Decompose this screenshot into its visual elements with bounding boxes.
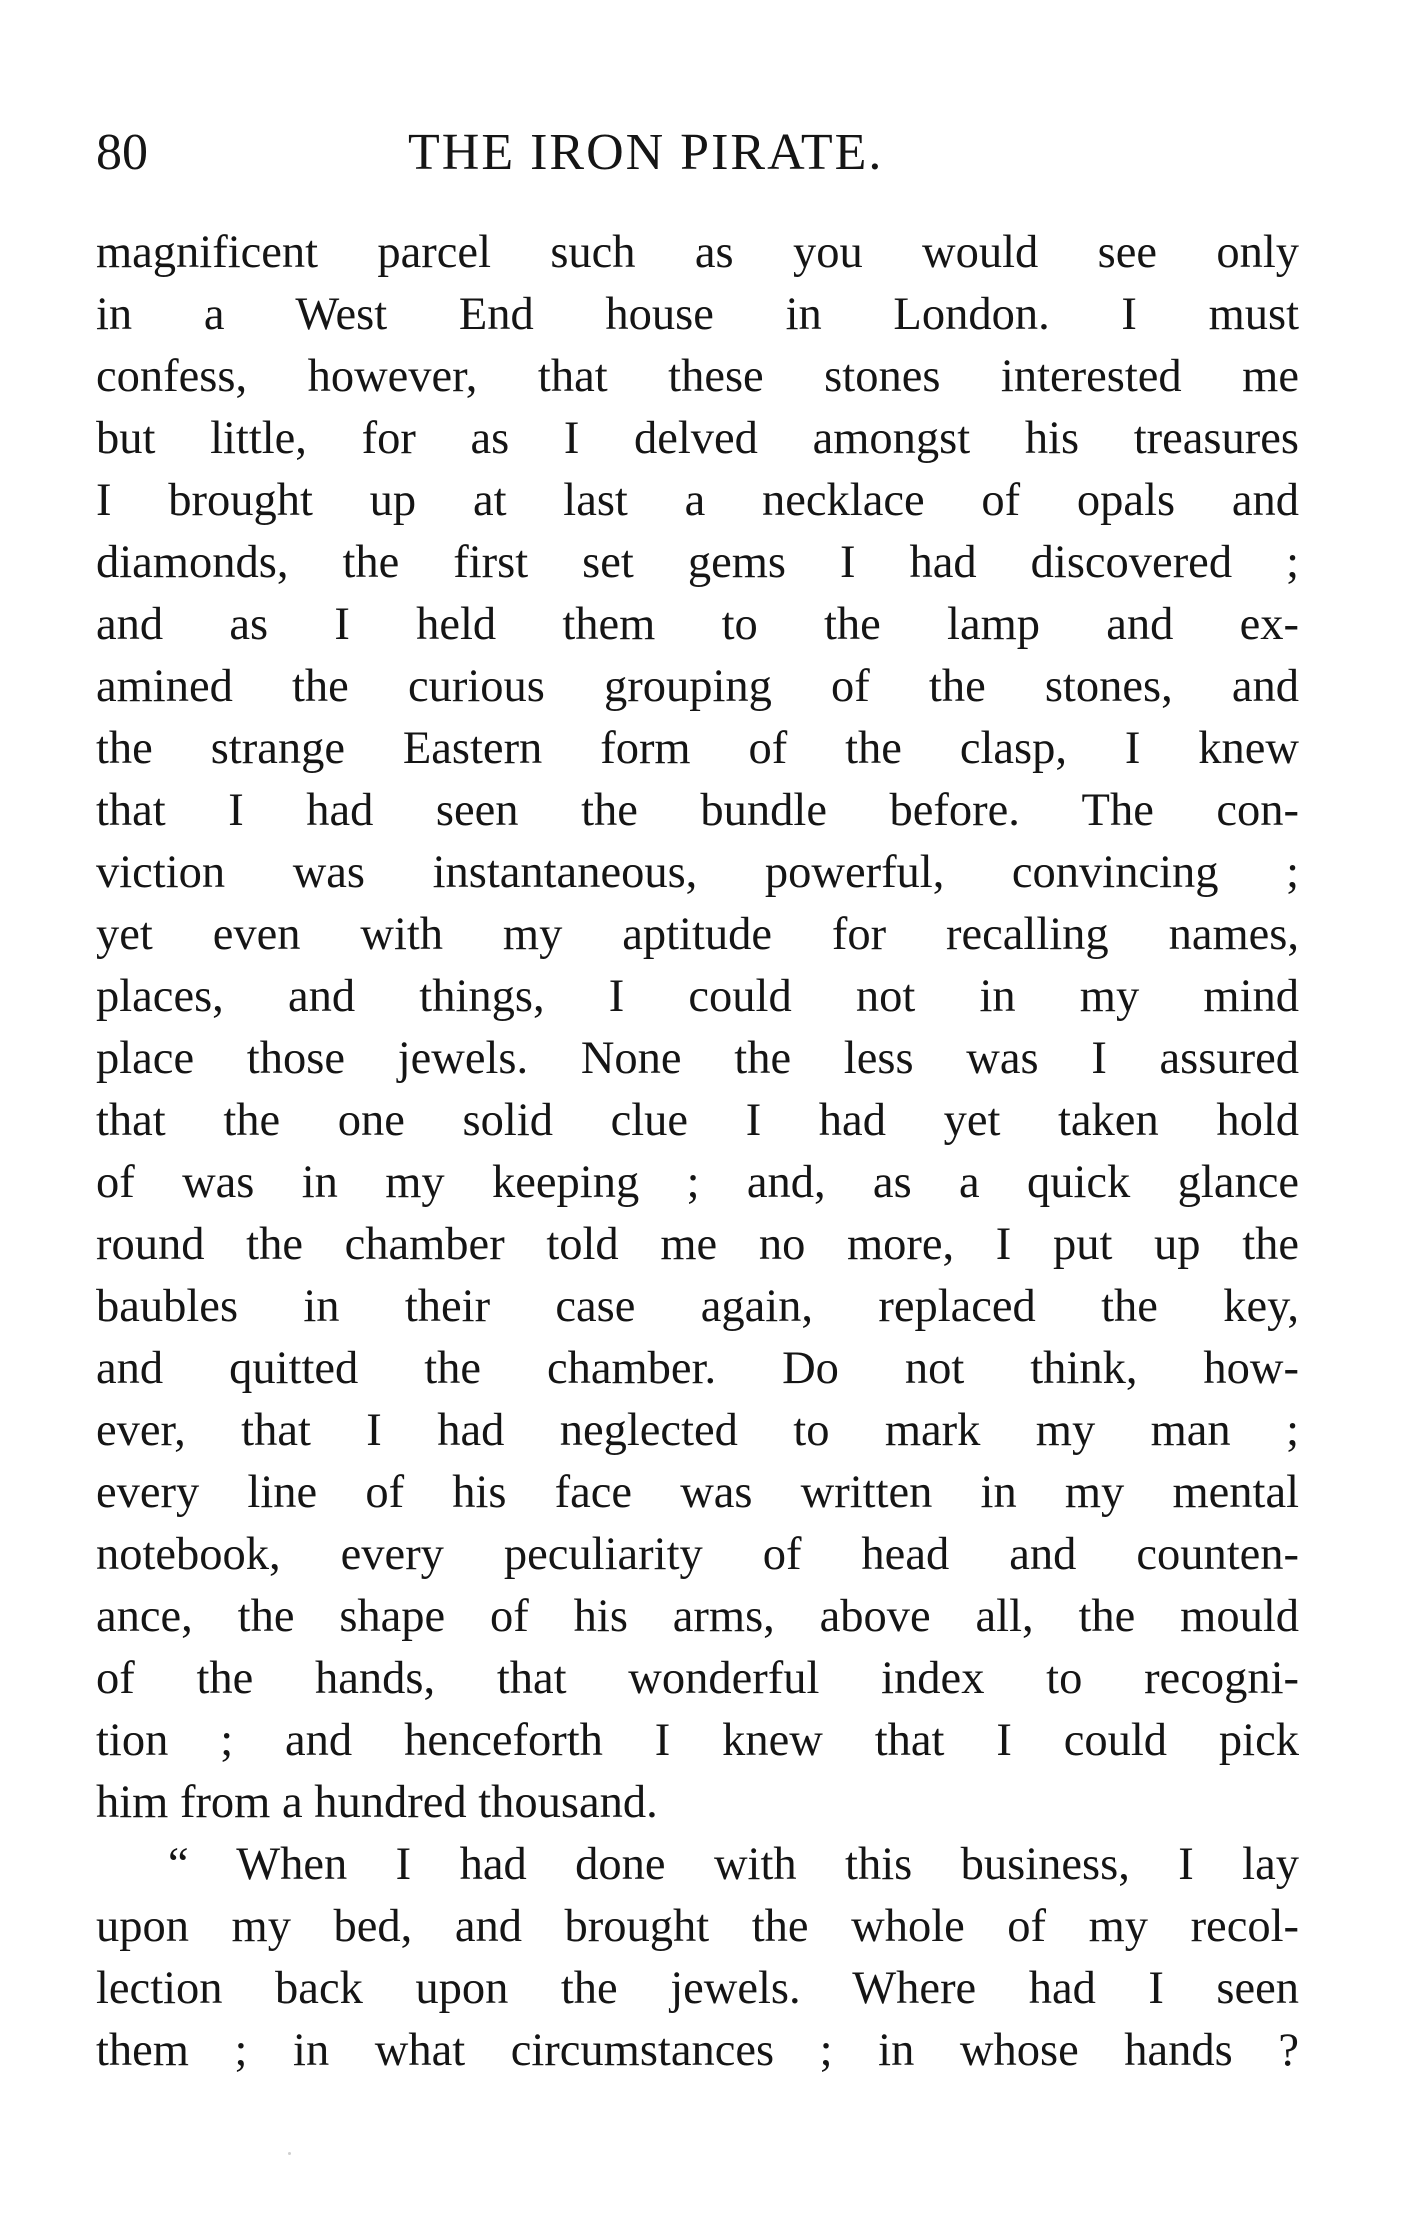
text-line: diamonds, the first set gems I had discovered ; (96, 537, 1299, 588)
text-line: every line of his face was written in my mental (96, 1467, 1299, 1518)
text-line: places, and things, I could not in my mind (96, 971, 1299, 1022)
body-text (96, 222, 1299, 2082)
text-line: ever, that I had neglected to mark my man ; (96, 1405, 1299, 1456)
text-line: “ When I had done with this business, I lay (168, 1839, 1299, 1890)
page-header (96, 118, 1299, 188)
text-line: place those jewels. None the less was I assured (96, 1033, 1299, 1084)
running-title: THE IRON PIRATE. (408, 124, 884, 181)
text-line: confess, however, that these stones interested me (96, 351, 1299, 402)
text-line: notebook, every peculiarity of head and counten- (96, 1529, 1299, 1580)
text-line: the strange Eastern form of the clasp, I knew (96, 723, 1299, 774)
text-line: baubles in their case again, replaced the key, (96, 1281, 1299, 1332)
text-line: of was in my keeping ; and, as a quick glance (96, 1157, 1299, 1208)
text-line: ance, the shape of his arms, above all, the mould (96, 1591, 1299, 1642)
text-line: that the one solid clue I had yet taken hold (96, 1095, 1299, 1146)
text-line: round the chamber told me no more, I put up the (96, 1219, 1299, 1270)
paragraph-1 (96, 222, 1299, 1834)
text-line: and as I held them to the lamp and ex- (96, 599, 1299, 650)
text-line: upon my bed, and brought the whole of my recol- (96, 1901, 1299, 1952)
paper-speck (288, 2152, 291, 2155)
text-line: I brought up at last a necklace of opals and (96, 475, 1299, 526)
paragraph-2 (96, 1834, 1299, 2082)
text-line: in a West End house in London. I must (96, 289, 1299, 340)
page-number: 80 (96, 124, 148, 181)
text-line: them ; in what circumstances ; in whose hands ? (96, 2025, 1299, 2076)
text-line: him from a hundred thousand. (96, 1777, 658, 1828)
text-line: amined the curious grouping of the stones, and (96, 661, 1299, 712)
text-line: but little, for as I delved amongst his treasures (96, 413, 1299, 464)
text-line: yet even with my aptitude for recalling names, (96, 909, 1299, 960)
text-line: tion ; and henceforth I knew that I could pick (96, 1715, 1299, 1766)
text-line: lection back upon the jewels. Where had I seen (96, 1963, 1299, 2014)
text-line: magnificent parcel such as you would see only (96, 227, 1299, 278)
text-line: that I had seen the bundle before. The con- (96, 785, 1299, 836)
text-line: and quitted the chamber. Do not think, how- (96, 1343, 1299, 1394)
text-line: of the hands, that wonderful index to recogni- (96, 1653, 1299, 1704)
text-line: viction was instantaneous, powerful, convincing ; (96, 847, 1299, 898)
